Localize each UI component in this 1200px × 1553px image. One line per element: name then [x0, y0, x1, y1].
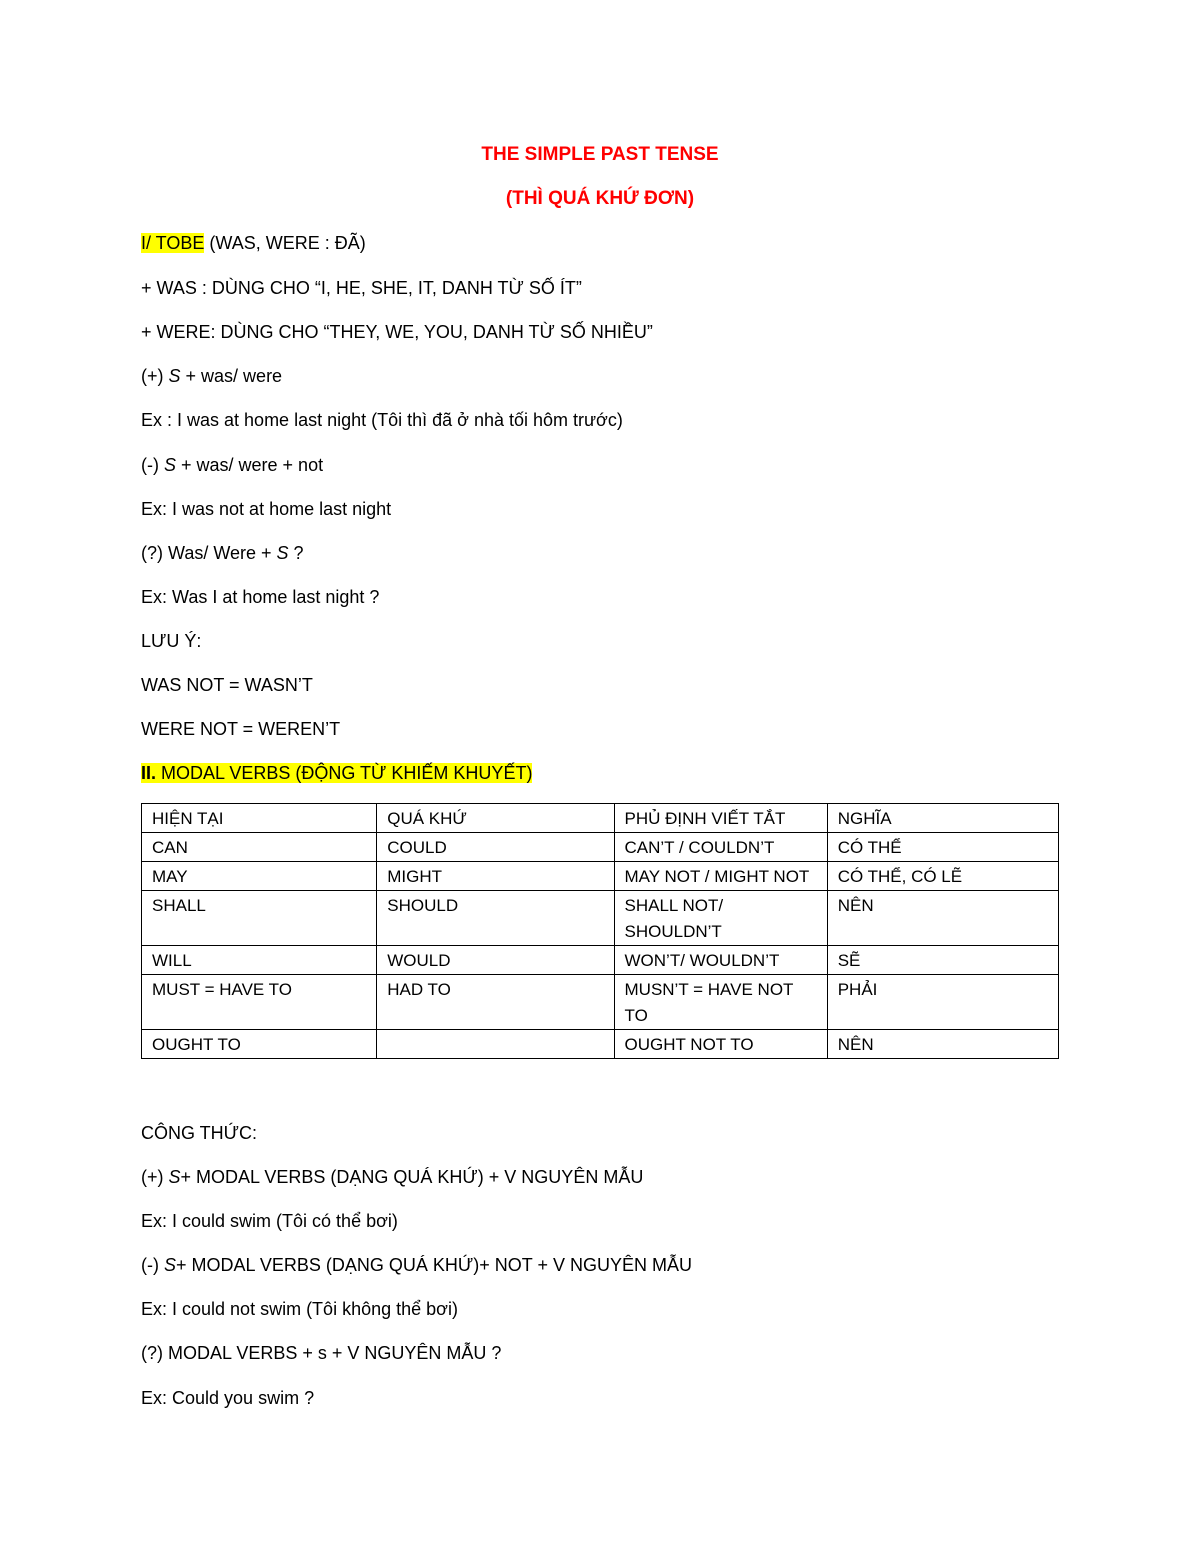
section2-heading-highlight	[141, 763, 532, 783]
sign: (?) Was/ Were +	[141, 543, 277, 563]
table-cell: WOULD	[377, 946, 614, 975]
subject: S	[168, 1167, 181, 1187]
modal-question-formula: (?) MODAL VERBS + s + V NGUYÊN MẪU ?	[141, 1343, 502, 1363]
subject: S	[163, 455, 176, 475]
modal-negative-formula	[141, 1253, 692, 1277]
table-cell: PHẢI	[827, 975, 1058, 1030]
section1-heading	[141, 231, 366, 255]
example-label: Ex:	[141, 1388, 173, 1408]
table-row	[142, 833, 1059, 862]
sign: (+)	[141, 366, 169, 386]
page-subtitle: (THÌ QUÁ KHỨ ĐƠN)	[505, 188, 695, 209]
table-cell: SẼ	[827, 946, 1058, 975]
table-cell: CÓ THỂ	[827, 833, 1058, 862]
formula-label: CÔNG THỨC:	[141, 1123, 258, 1143]
table-cell: OUGHT TO	[142, 1030, 377, 1059]
were-rule: + WERE: DÙNG CHO “THEY, WE, YOU, DANH TỪ SỐ NHIỀU”	[141, 322, 653, 342]
formula-rest: + was/ were + not	[176, 455, 324, 475]
note-wasnt: WAS NOT = WASN’T	[141, 675, 313, 695]
table-cell: OUGHT NOT TO	[614, 1030, 827, 1059]
modal-verbs-table	[141, 803, 1059, 1059]
table-cell: MIGHT	[377, 862, 614, 891]
note-label: LƯU Ý:	[141, 631, 202, 651]
subject: S	[168, 366, 181, 386]
positive-formula	[141, 364, 282, 388]
table-cell: NÊN	[827, 891, 1058, 946]
table-cell: NÊN	[827, 1030, 1058, 1059]
table-header-cell: PHỦ ĐỊNH VIẾT TẮT	[614, 804, 827, 833]
table-header-cell: HIỆN TẠI	[142, 804, 377, 833]
section2-heading-text: MODAL VERBS (ĐỘNG TỪ KHIẾM KHUYẾT)	[156, 763, 533, 783]
example-text: I was at home last night (Tôi thì đã ở nhà tối hôm trước)	[177, 410, 623, 430]
table-row	[142, 946, 1059, 975]
modal-positive-example	[141, 1209, 398, 1233]
modal-positive-formula	[141, 1165, 643, 1189]
table-cell: SHALL	[142, 891, 377, 946]
table-cell: CAN	[142, 833, 377, 862]
example-text: I could swim (Tôi có thể bơi)	[172, 1211, 398, 1231]
negative-example	[141, 497, 391, 521]
table-cell: WILL	[142, 946, 377, 975]
sign: (+)	[141, 1167, 169, 1187]
table-row	[142, 891, 1059, 946]
example-label: Ex:	[141, 1299, 173, 1319]
table-cell: HAD TO	[377, 975, 614, 1030]
example-label: Ex :	[141, 410, 178, 430]
formula-rest: + was/ were	[180, 366, 283, 386]
example-label: Ex:	[141, 499, 173, 519]
table-header-row	[142, 804, 1059, 833]
example-text: Could you swim ?	[172, 1388, 315, 1408]
question-formula	[141, 541, 304, 565]
example-label: Ex:	[141, 587, 173, 607]
subject: S	[276, 543, 289, 563]
modal-question-example	[141, 1386, 314, 1410]
table-header-cell: NGHĨA	[827, 804, 1058, 833]
subject: S	[163, 1255, 176, 1275]
table-cell: SHOULD	[377, 891, 614, 946]
sign: (-)	[141, 1255, 164, 1275]
positive-example	[141, 408, 623, 432]
negative-formula	[141, 453, 323, 477]
table-row	[142, 862, 1059, 891]
table-header-cell: QUÁ KHỨ	[377, 804, 614, 833]
example-text: I could not swim (Tôi không thể bơi)	[172, 1299, 458, 1319]
section2-heading-number: II.	[141, 763, 157, 783]
table-cell: MAY	[142, 862, 377, 891]
table-cell: MUSN’T = HAVE NOT TO	[614, 975, 827, 1030]
table-row	[142, 1030, 1059, 1059]
table-row	[142, 975, 1059, 1030]
formula-rest: + MODAL VERBS (DẠNG QUÁ KHỨ) + V NGUYÊN MẪU	[180, 1167, 644, 1187]
table-cell: SHALL NOT/ SHOULDN’T	[614, 891, 827, 946]
example-label: Ex:	[141, 1211, 173, 1231]
table-cell: WON’T/ WOULDN’T	[614, 946, 827, 975]
was-rule: + WAS : DÙNG CHO “I, HE, SHE, IT, DANH TỪ SỐ ÍT”	[141, 278, 582, 298]
table-cell: MUST = HAVE TO	[142, 975, 377, 1030]
table-cell: CAN’T / COULDN’T	[614, 833, 827, 862]
table-cell: COULD	[377, 833, 614, 862]
formula-rest: + MODAL VERBS (DẠNG QUÁ KHỨ)+ NOT + V NGUYÊN MẪU	[176, 1255, 692, 1275]
table-cell: MAY NOT / MIGHT NOT	[614, 862, 827, 891]
table-cell: CÓ THỂ, CÓ LẼ	[827, 862, 1058, 891]
page-title: THE SIMPLE PAST TENSE	[481, 144, 719, 165]
section2-heading	[141, 761, 532, 785]
example-text: I was not at home last night	[172, 499, 392, 519]
sign: (-)	[141, 455, 164, 475]
section1-heading-highlight: I/ TOBE	[141, 233, 205, 253]
modal-negative-example	[141, 1297, 458, 1321]
example-text: Was I at home last night ?	[172, 587, 380, 607]
table-cell	[377, 1030, 614, 1059]
formula-rest: ?	[288, 543, 304, 563]
question-example	[141, 585, 379, 609]
note-werent: WERE NOT = WEREN’T	[141, 719, 341, 739]
section1-heading-rest: (WAS, WERE : ĐÃ)	[204, 233, 366, 253]
